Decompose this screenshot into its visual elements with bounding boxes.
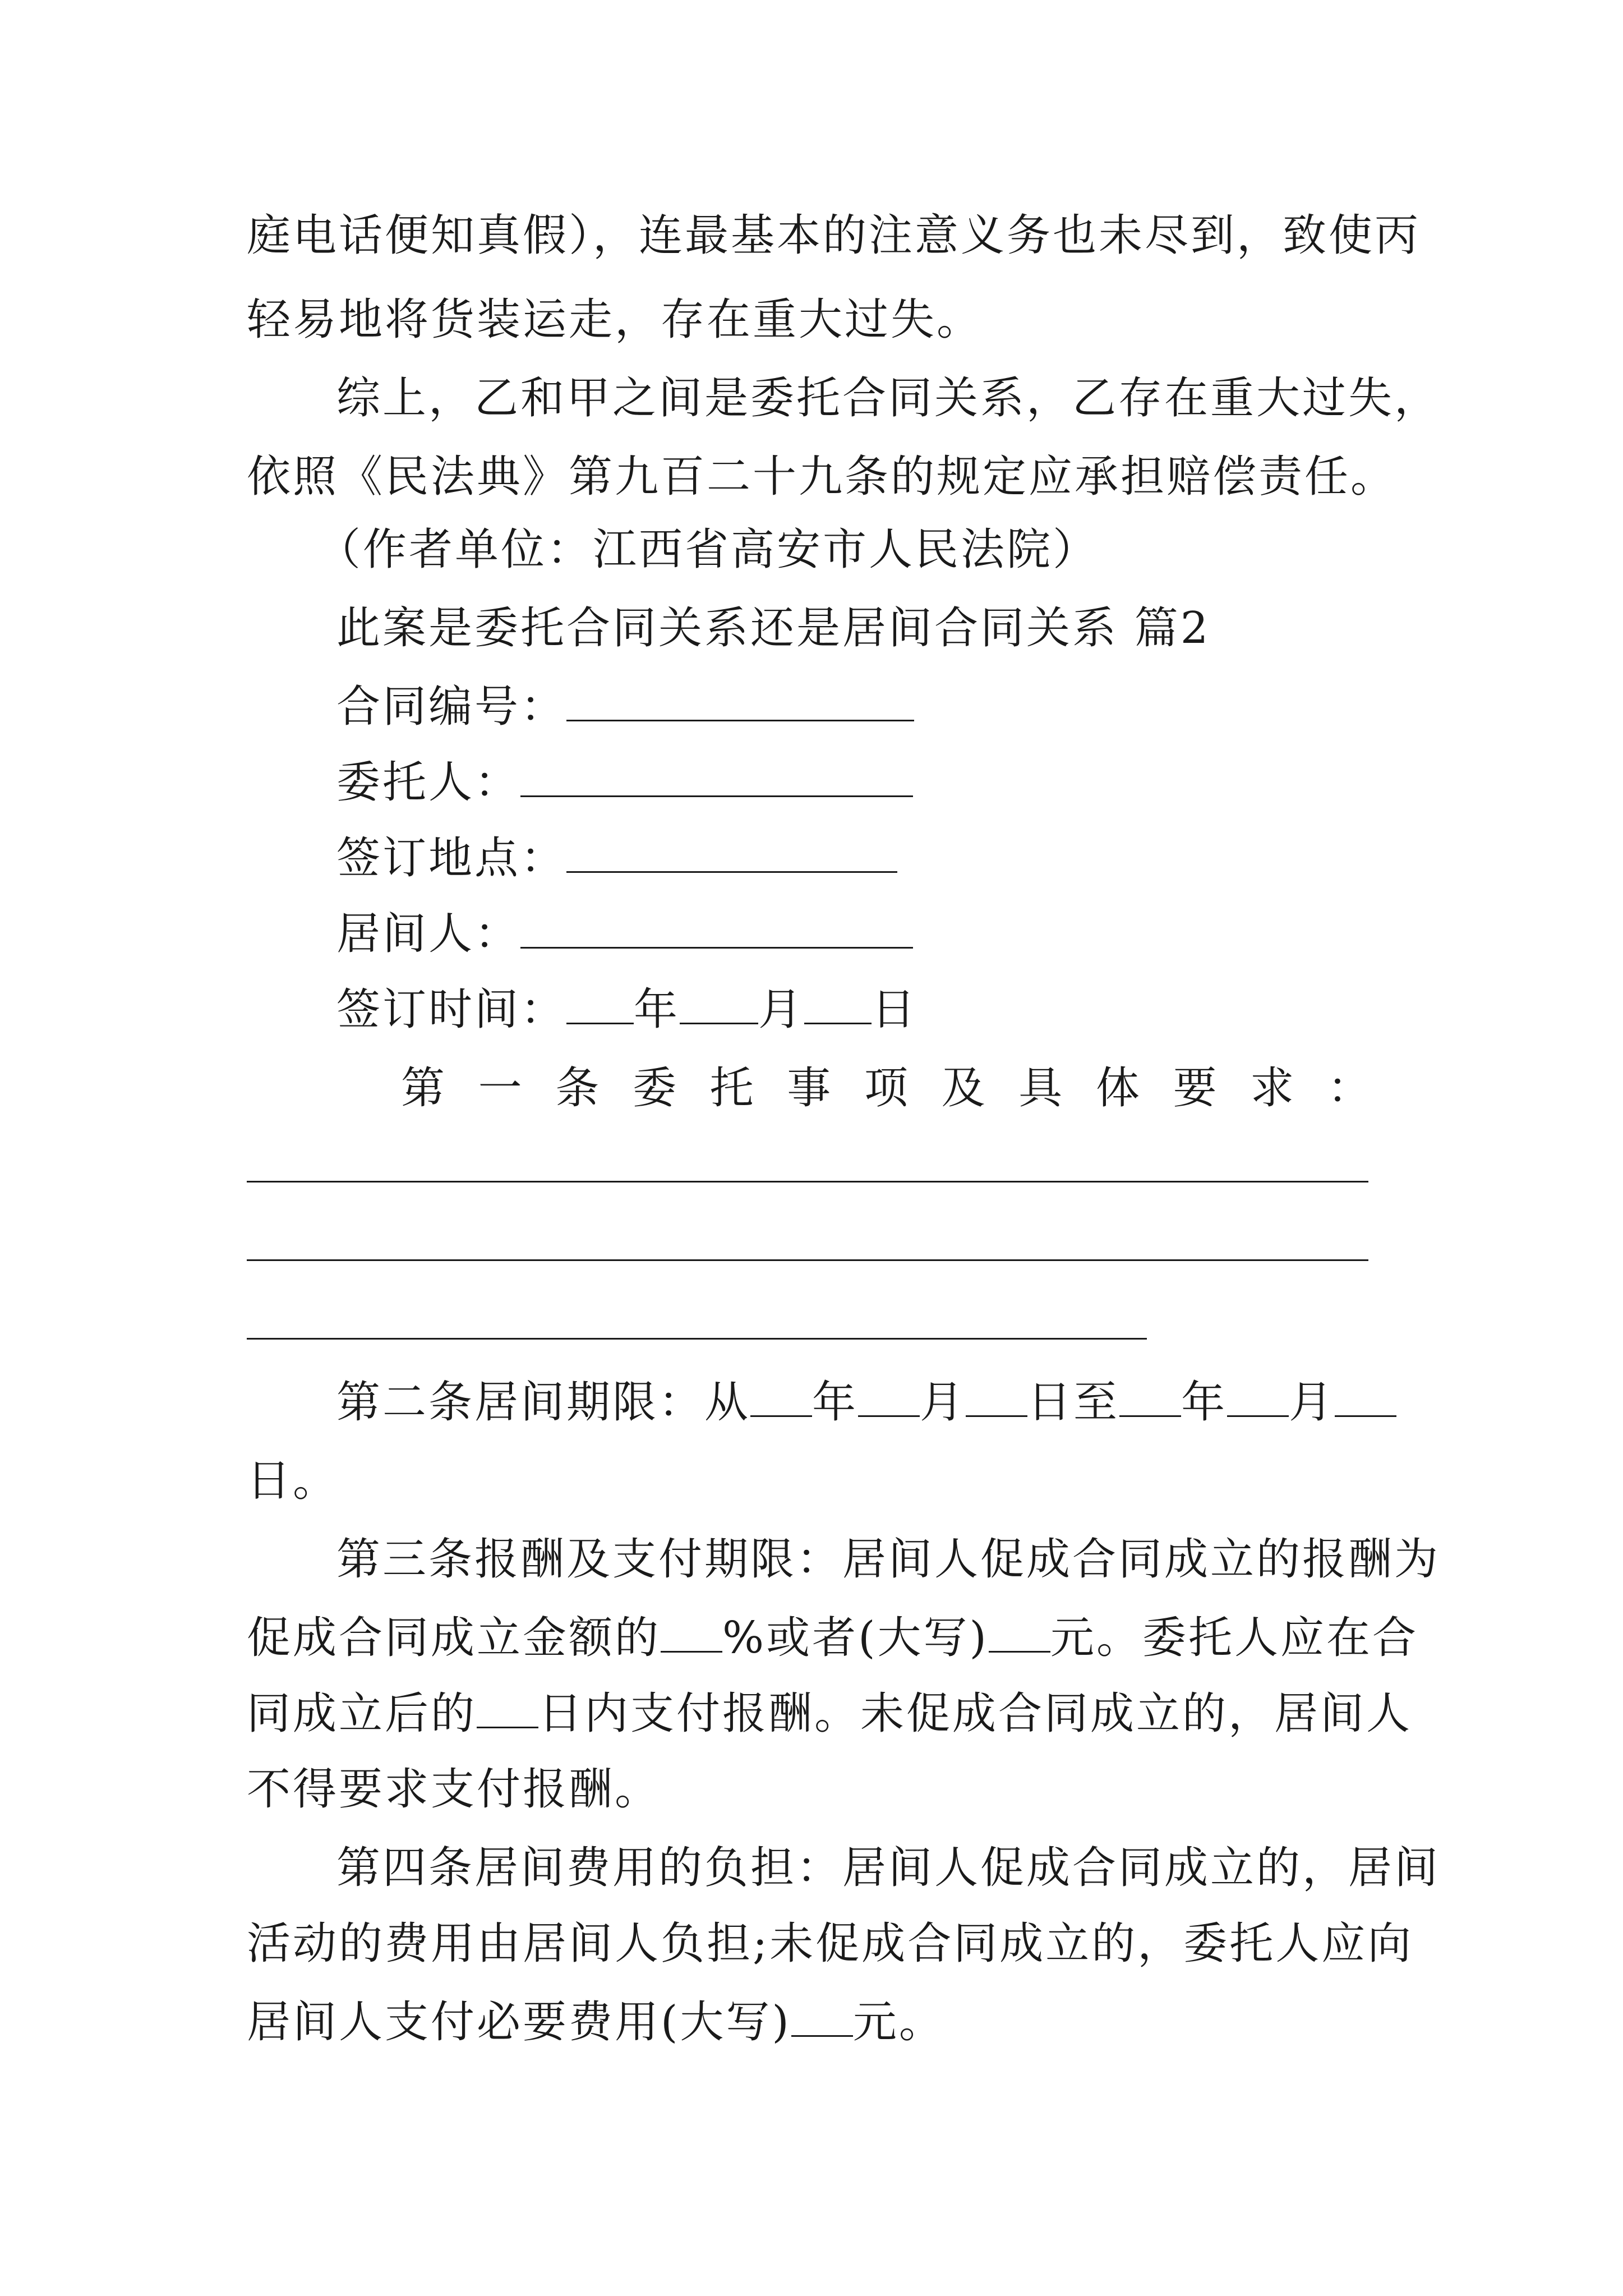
article-four-line [247,1994,945,2050]
article-one-char: 托 [709,1063,754,1114]
expense-blank [791,1996,853,2037]
from-year-blank [750,1376,812,1417]
intermediary-blank [520,908,913,949]
article-three-text: 日内支付报酬。未促成合同成立的，居间人 [538,1688,1413,1739]
amount-blank [989,1612,1050,1653]
article-four-line: 第四条居间费用的负担：居间人促成合同成立的，居间 [336,1843,1441,1893]
article-one-char: ： [1327,1063,1371,1114]
article-four-text: 元。 [852,1997,945,2047]
paragraph-line: 综上，乙和甲之间是委托合同关系，乙存在重大过失， [336,373,1441,424]
article-two-text: 第二条居间期限：从 [336,1377,751,1428]
day-text: 日 [872,984,918,1035]
intermediary-label: 居间人： [336,909,521,959]
article-one-char: 体 [1095,1063,1140,1114]
fill-in-line [247,1259,1368,1261]
month-text: 月 [758,984,805,1035]
article-one-char: 要 [1173,1063,1217,1114]
article-three-text: 促成合同成立金额的 [247,1613,661,1663]
section-title: 此案是委托合同关系还是居间合同关系 篇2 [336,603,1211,654]
principal-blank [520,756,913,797]
article-three-line [247,1610,1418,1666]
principal-row [336,754,913,811]
article-one-char: 委 [632,1063,676,1114]
from-day-blank [966,1376,1027,1417]
to-year-blank [1119,1376,1181,1417]
article-four-text: 居间人支付必要费用(大写) [247,1997,791,2047]
article-one-char: 及 [941,1063,985,1114]
article-three-line: 不得要求支付报酬。 [247,1764,661,1815]
from-month-blank [858,1376,920,1417]
intermediary-row [336,906,913,962]
article-two-text: 年 [1181,1377,1228,1428]
year-text: 年 [634,984,680,1035]
principal-label: 委托人： [336,757,521,808]
contract-number-row [336,679,914,735]
article-two-text: 月 [920,1377,966,1428]
paragraph-line: 依照《民法典》第九百二十九条的规定应承担赔偿责任。 [247,452,1397,502]
sign-place-label: 签订地点： [336,833,567,884]
contract-number-blank [566,680,914,721]
paragraph-line: 庭电话便知真假），连最基本的注意义务也未尽到，致使丙 [247,210,1421,261]
sign-time-label: 签订时间： [336,984,567,1035]
year-blank [566,983,634,1024]
article-one-char: 求 [1250,1063,1294,1114]
article-three-line: 第三条报酬及支付期限：居间人促成合同成立的报酬为 [336,1534,1441,1585]
contract-number-label: 合同编号： [336,682,567,732]
author-affiliation: （作者单位：江西省高安市人民法院） [317,524,1099,575]
article-two-text: 年 [812,1377,859,1428]
article-one-char: 项 [864,1063,908,1114]
days-blank [477,1687,538,1728]
article-two-text: 月 [1289,1377,1335,1428]
article-three-text: 元。委托人应在合 [1050,1613,1419,1663]
sign-place-row [336,830,897,886]
article-two-line: 日。 [247,1456,339,1506]
month-blank [680,983,758,1024]
article-three-text: 同成立后的 [247,1688,477,1739]
to-month-blank [1227,1376,1289,1417]
sign-time-row [336,982,917,1038]
article-four-line: 活动的费用由居间人负担;未促成合同成立的，委托人应向 [247,1918,1414,1969]
percent-blank [661,1612,722,1653]
article-two-line [336,1374,1396,1430]
article-one-char: 第 [401,1063,445,1114]
article-one-char: 一 [478,1063,522,1114]
article-three-text: %或者(大写) [722,1613,989,1663]
fill-in-line [247,1338,1147,1340]
article-one-heading [401,1060,1371,1116]
article-one-char: 具 [1018,1063,1063,1114]
sign-place-blank [566,832,897,873]
article-one-char: 条 [555,1063,600,1114]
paragraph-line: 轻易地将货装运走，存在重大过失。 [247,295,983,345]
day-blank [804,983,872,1024]
fill-in-line [247,1181,1368,1182]
article-one-char: 事 [787,1063,831,1114]
to-day-blank [1335,1376,1396,1417]
article-two-text: 日至 [1027,1377,1120,1428]
article-three-line [247,1686,1412,1742]
